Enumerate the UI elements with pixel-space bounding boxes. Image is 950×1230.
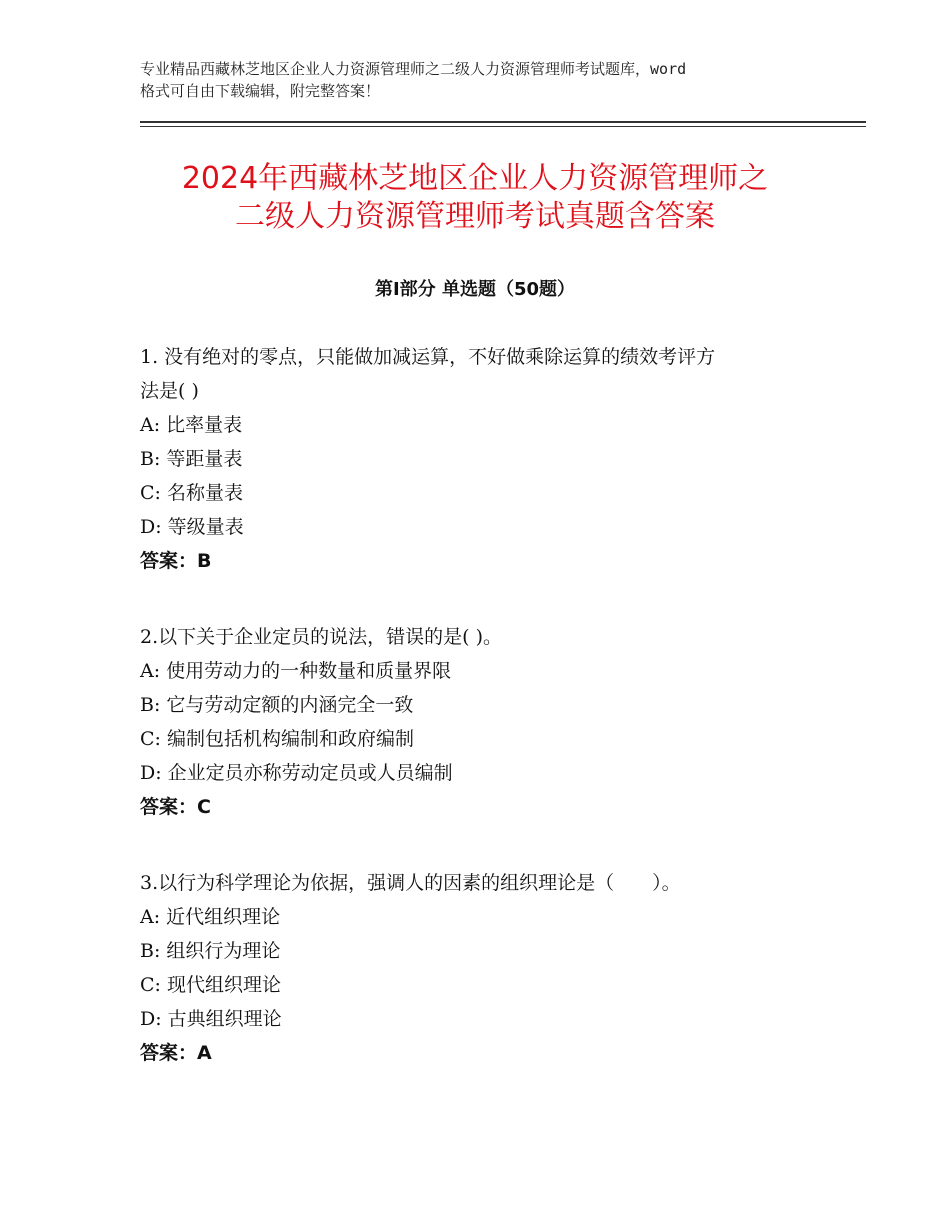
question-1 xyxy=(140,340,840,578)
question-gap xyxy=(140,824,840,866)
answer: 答案：B xyxy=(140,550,212,572)
question-stem xyxy=(140,340,840,408)
option-d: D: 企业定员亦称劳动定员或人员编制 xyxy=(140,762,453,784)
header-rule-thick xyxy=(140,121,866,123)
option-d: D: 等级量表 xyxy=(140,516,244,538)
header-note xyxy=(140,58,830,102)
question-3 xyxy=(140,866,840,1070)
question-gap xyxy=(140,578,840,620)
option-b: B: 组织行为理论 xyxy=(140,940,281,962)
answer: 答案：C xyxy=(140,796,211,818)
document-title-line-1: 2024年西藏林芝地区企业人力资源管理师之 xyxy=(181,161,769,196)
option-a: A: 使用劳动力的一种数量和质量界限 xyxy=(140,660,452,682)
option-a: A: 比率量表 xyxy=(140,414,243,436)
option-d: D: 古典组织理论 xyxy=(140,1008,282,1030)
option-b: B: 它与劳动定额的内涵完全一致 xyxy=(140,694,414,716)
header-rule-thin xyxy=(140,126,866,127)
question-stem xyxy=(140,866,840,900)
question-stem xyxy=(140,620,840,654)
question-list xyxy=(140,340,840,1070)
section-title: 第Ⅰ部分 单选题（50题） xyxy=(374,279,575,300)
option-a: A: 近代组织理论 xyxy=(140,906,281,928)
question-stem-line-2: 法是( ) xyxy=(140,380,199,402)
question-2 xyxy=(140,620,840,824)
option-c: C: 编制包括机构编制和政府编制 xyxy=(140,728,414,750)
document-title-line-2: 二级人力资源管理师考试真题含答案 xyxy=(235,199,715,234)
question-stem-line-1: 3.以行为科学理论为依据，强调人的因素的组织理论是（ ）。 xyxy=(140,872,681,894)
header-note-line-2: 格式可自由下载编辑，附完整答案！ xyxy=(140,82,381,100)
option-b: B: 等距量表 xyxy=(140,448,243,470)
question-stem-line-1: 2.以下关于企业定员的说法，错误的是( )。 xyxy=(140,626,502,648)
document-title xyxy=(0,160,950,236)
option-c: C: 现代组织理论 xyxy=(140,974,281,996)
answer: 答案：A xyxy=(140,1042,212,1064)
question-stem-line-1: 1. 没有绝对的零点，只能做加减运算，不好做乘除运算的绩效考评方 xyxy=(140,346,716,368)
header-note-line-1: 专业精品西藏林芝地区企业人力资源管理师之二级人力资源管理师考试题库，word xyxy=(140,60,687,78)
option-c: C: 名称量表 xyxy=(140,482,243,504)
